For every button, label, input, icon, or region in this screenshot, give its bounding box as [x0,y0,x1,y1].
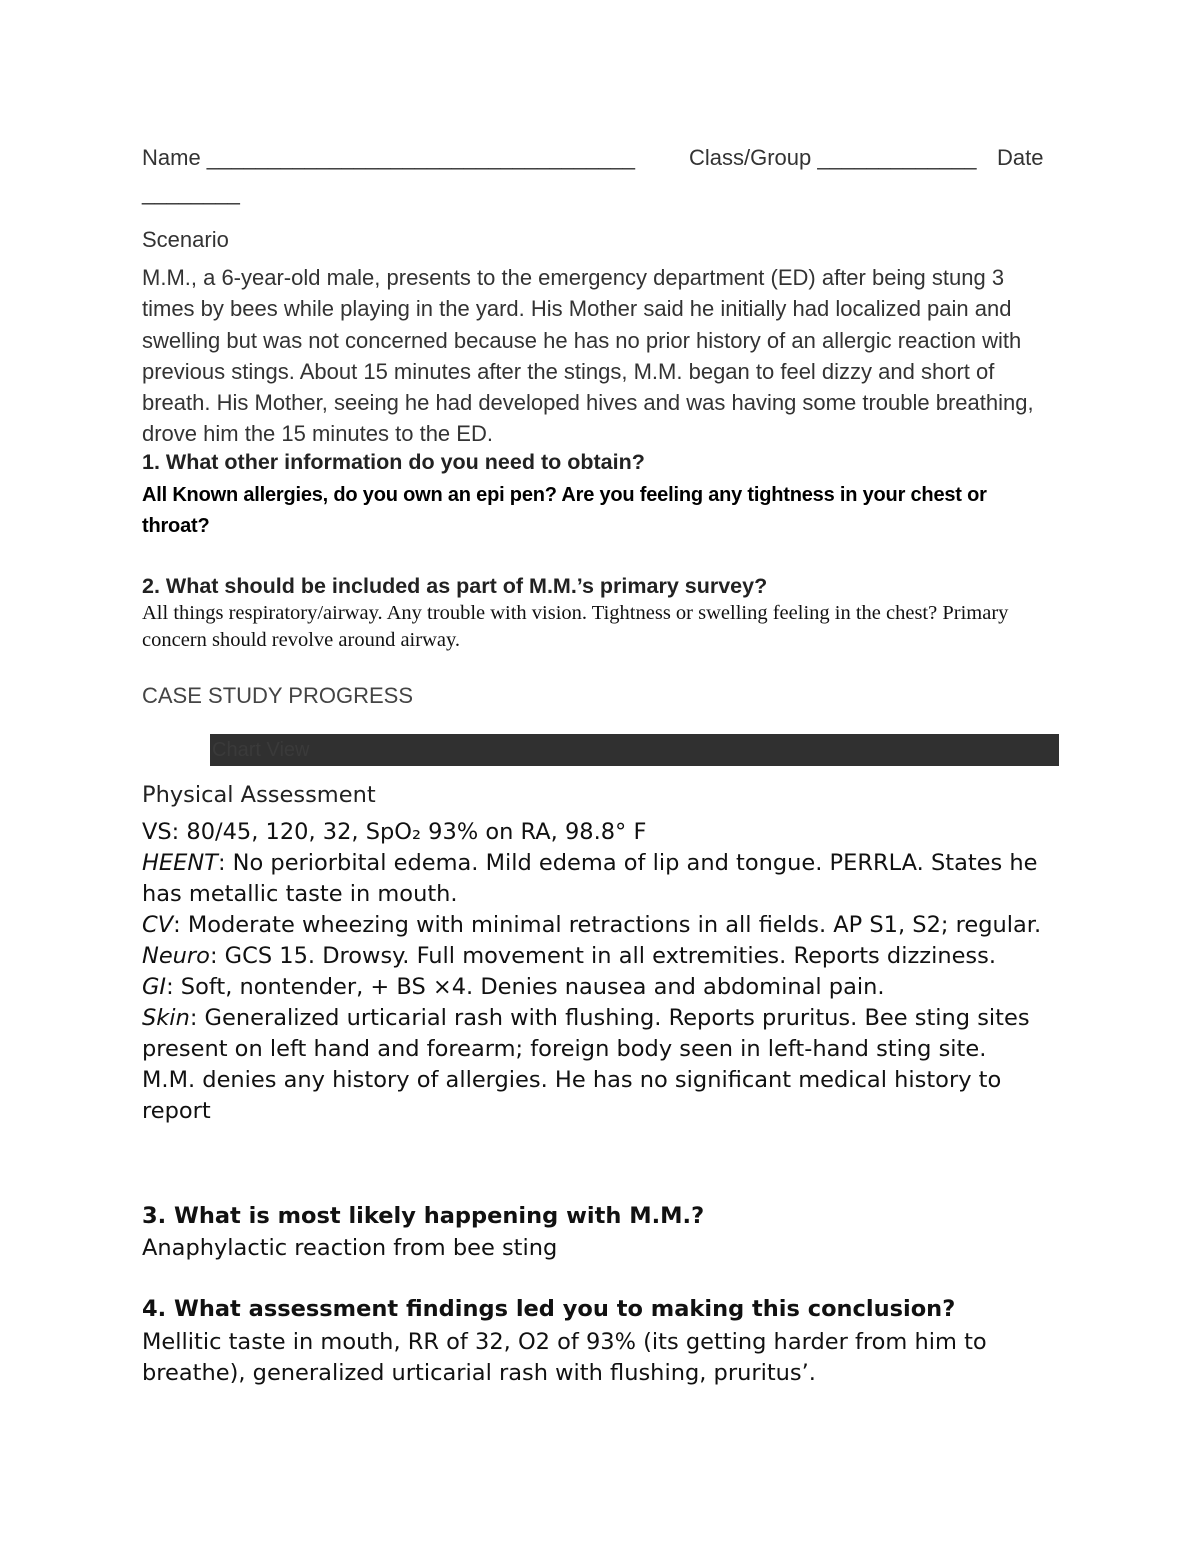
class-group-field-label: Class/Group _____________ [689,145,977,170]
question-4: 4. What assessment findings led you to making this conclusion? [142,1296,956,1322]
answer-2: All things respiratory/airway. Any trouble with vision. Tightness or swelling feeling in the chest? Primary concern should revolve around airway. [142,602,1009,651]
cv-text: : Moderate wheezing with minimal retractions in all fields. AP S1, S2; regular. [173,912,1042,938]
scenario-text: M.M., a 6-year-old male, presents to the emergency department (ED) after being stung 3 times by bees while playing in the yard. His Mother said he initially had localized pain and swelling but was not concerned because he has no prior history of an allergic reaction with previous stings. About 15 minutes after the stings, M.M. began to feel dizzy and short of breath. His Mother, seeing he had developed hives and was having some trouble breathing, drove him the 15 minutes to the ED. [142,265,1034,447]
vital-signs-line: VS: 80/45, 120, 32, SpO₂ 93% on RA, 98.8° F [142,819,647,845]
gi-text: : Soft, nontender, + BS ×4. Denies nausea and abdominal pain. [166,974,885,1000]
answer-4: Mellitic taste in mouth, RR of 32, O2 of 93% (its getting harder from him to breathe), generalized urticarial rash with flushing, pruritus’. [142,1329,987,1386]
cv-label: CV [142,912,174,938]
answer-3: Anaphylactic reaction from bee sting [142,1235,558,1261]
name-field-label: Name ___________________________________ [142,145,636,170]
date-field-label: Date [997,145,1044,170]
physical-assessment-body [142,817,1062,1127]
gi-label: GI [142,974,167,1000]
heent-line [142,848,1062,910]
skin-text: : Generalized urticarial rash with flushing. Reports pruritus. Bee sting sites present on left hand and forearm; foreign body seen in left-hand sting site. [142,1005,1030,1062]
case-study-progress-heading: CASE STUDY PROGRESS [142,683,413,708]
history-line: M.M. denies any history of allergies. He has no significant medical history to report [142,1067,1002,1124]
answer-1: All Known allergies, do you own an epi pen? Are you feeling any tightness in your chest or throat? [142,484,987,537]
question-1: 1. What other information do you need to obtain? [142,450,645,474]
question-3: 3. What is most likely happening with M.M.? [142,1203,705,1229]
scenario-heading: Scenario [142,227,229,252]
gi-line [142,972,1062,1003]
neuro-label: Neuro [142,943,210,969]
neuro-line [142,941,1062,972]
chart-view-label: Chart View [212,739,310,761]
heent-text: : No periorbital edema. Mild edema of lip and tongue. PERRLA. States he has metallic taste in mouth. [142,850,1038,907]
date-field-line: ________ [142,180,240,205]
neuro-text: : GCS 15. Drowsy. Full movement in all extremities. Reports dizziness. [209,943,997,969]
skin-label: Skin [142,1005,190,1031]
cv-line [142,910,1062,941]
question-2: 2. What should be included as part of M.M.’s primary survey? [142,574,768,598]
chart-view-bar [210,734,1059,766]
physical-assessment-heading: Physical Assessment [142,782,376,808]
skin-line [142,1003,1062,1065]
heent-label: HEENT [142,850,218,876]
